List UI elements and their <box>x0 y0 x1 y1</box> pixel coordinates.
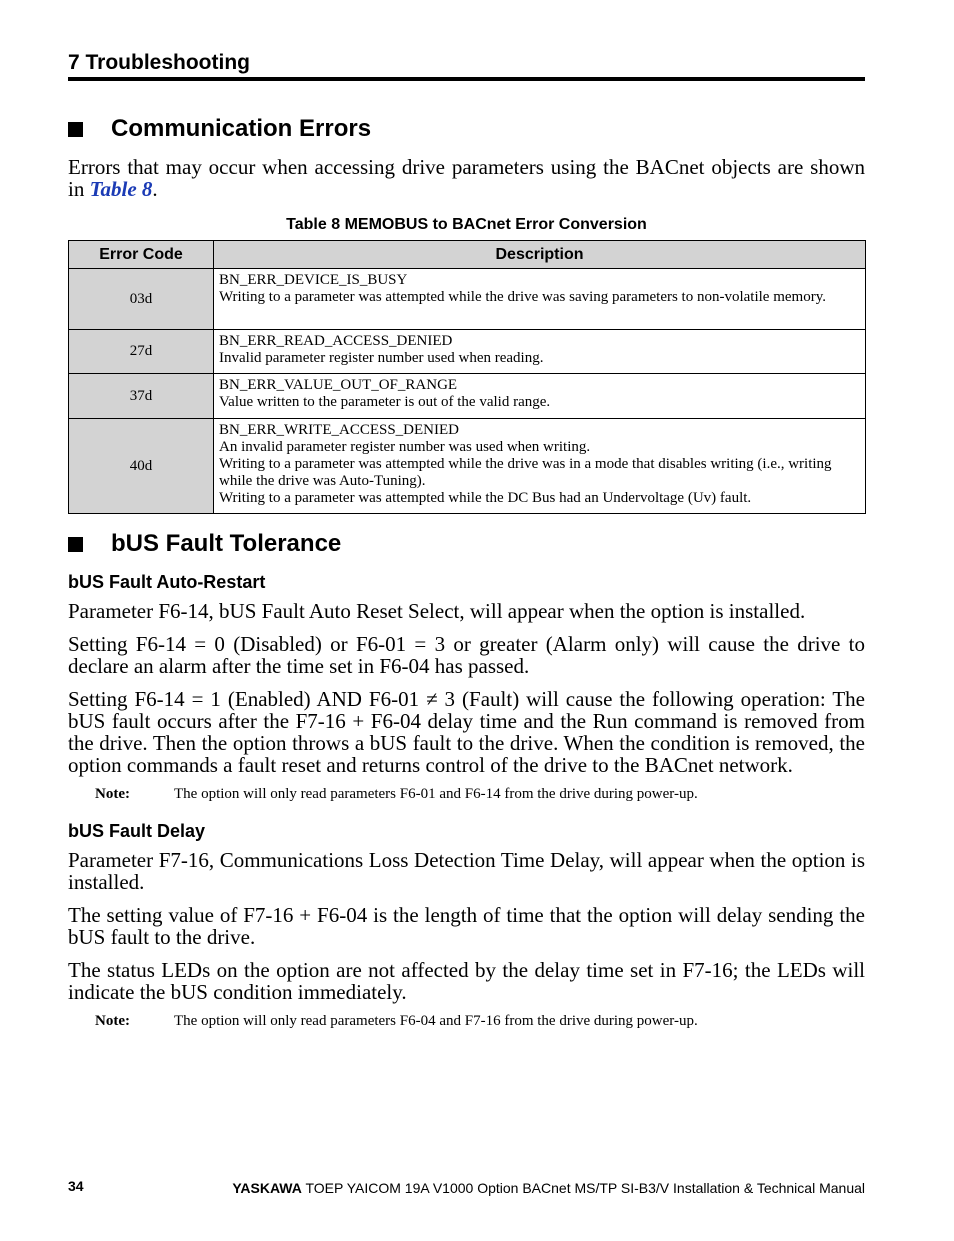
error-detail: An invalid parameter register number was used when writing. <box>219 439 591 455</box>
section-title: Communication Errors <box>111 115 372 142</box>
manual-title: TOEP YAICOM 19A V1000 Option BACnet MS/TP SI-B3/V Installation & Technical Manual <box>301 1180 865 1196</box>
brand-name: YASKAWA <box>232 1180 302 1196</box>
error-detail: Writing to a parameter was attempted while the drive was in a mode that disables writing (i.e., writing while the drive was Auto-Tuning). <box>219 456 832 489</box>
error-code-cell: 03d <box>69 269 214 330</box>
table-row <box>69 419 866 514</box>
paragraph: The status LEDs on the option are not affected by the delay time set in F7-16; the LEDs will indicate the bUS condition immediately. <box>68 958 865 1004</box>
square-bullet-icon <box>68 122 83 137</box>
table-8-link[interactable]: Table 8 <box>89 177 153 201</box>
paragraph: Parameter F6-14, bUS Fault Auto Reset Select, will appear when the option is installed. <box>68 599 806 623</box>
error-name: BN_ERR_VALUE_OUT_OF_RANGE <box>219 377 458 393</box>
square-bullet-icon <box>68 537 83 552</box>
paragraph: Setting F6-14 = 0 (Disabled) or F6-01 = 3 or greater (Alarm only) will cause the drive to declare an alarm after the time set in F6-04 has passed. <box>68 632 865 678</box>
description-cell <box>214 419 866 514</box>
paragraph: The setting value of F7-16 + F6-04 is the length of time that the option will delay sending the bUS fault to the drive. <box>68 903 865 949</box>
paragraph: Setting F6-14 = 1 (Enabled) AND F6-01 ≠ 3 (Fault) will cause the following operation: The bUS fault occurs after the F7-16 + F6-04 delay time and the Run command is removed from the drive. Then the option throws a bUS fault to the drive. When the condition is removed, the option commands a fault reset and returns control of the drive to the BACnet network. <box>68 687 865 777</box>
description-cell <box>214 330 866 374</box>
error-name: BN_ERR_READ_ACCESS_DENIED <box>219 333 453 349</box>
note-text: The option will only read parameters F6-01 and F6-14 from the drive during power-up. <box>174 786 698 802</box>
intro-period: . <box>152 177 158 201</box>
description-cell <box>214 269 866 330</box>
header-description: Description <box>214 241 866 269</box>
error-code-cell: 40d <box>69 419 214 514</box>
chapter-title: 7 Troubleshooting <box>68 51 250 74</box>
error-name: BN_ERR_DEVICE_IS_BUSY <box>219 272 408 288</box>
error-detail: Invalid parameter register number used when reading. <box>219 350 544 366</box>
table-row <box>69 374 866 419</box>
paragraph: Parameter F7-16, Communications Loss Detection Time Delay, will appear when the option is installed. <box>68 848 865 894</box>
intro-text: Errors that may occur when accessing drive parameters using the BACnet objects are shown in <box>68 155 865 201</box>
note-text: The option will only read parameters F6-04 and F7-16 from the drive during power-up. <box>174 1013 698 1029</box>
header-error-code: Error Code <box>69 241 214 269</box>
section-heading-communication-errors <box>68 115 371 143</box>
note-auto-restart <box>95 786 698 803</box>
table-row <box>69 330 866 374</box>
description-cell <box>214 374 866 419</box>
table-row <box>69 269 866 330</box>
subheading-auto-restart: bUS Fault Auto-Restart <box>68 572 266 592</box>
error-detail: Writing to a parameter was attempted while the drive was saving parameters to non-volatile memory. <box>219 289 826 305</box>
error-detail: Writing to a parameter was attempted while the DC Bus had an Undervoltage (Uv) fault. <box>219 490 752 506</box>
error-code-cell: 27d <box>69 330 214 374</box>
subheading-fault-delay: bUS Fault Delay <box>68 821 206 841</box>
error-name: BN_ERR_WRITE_ACCESS_DENIED <box>219 422 459 438</box>
table-caption: Table 8 MEMOBUS to BACnet Error Conversion <box>286 216 647 233</box>
error-code-cell: 37d <box>69 374 214 419</box>
error-detail: Value written to the parameter is out of the valid range. <box>219 394 551 410</box>
error-table <box>68 240 866 514</box>
footer-manual-title <box>232 1180 865 1196</box>
section-heading-bus-fault-tolerance <box>68 530 341 558</box>
page-number: 34 <box>68 1178 84 1194</box>
section-title: bUS Fault Tolerance <box>111 530 342 557</box>
note-label: Note: <box>95 786 130 802</box>
intro-paragraph <box>68 156 865 200</box>
note-label: Note: <box>95 1013 130 1029</box>
chapter-rule <box>68 77 865 81</box>
note-fault-delay <box>95 1013 698 1030</box>
